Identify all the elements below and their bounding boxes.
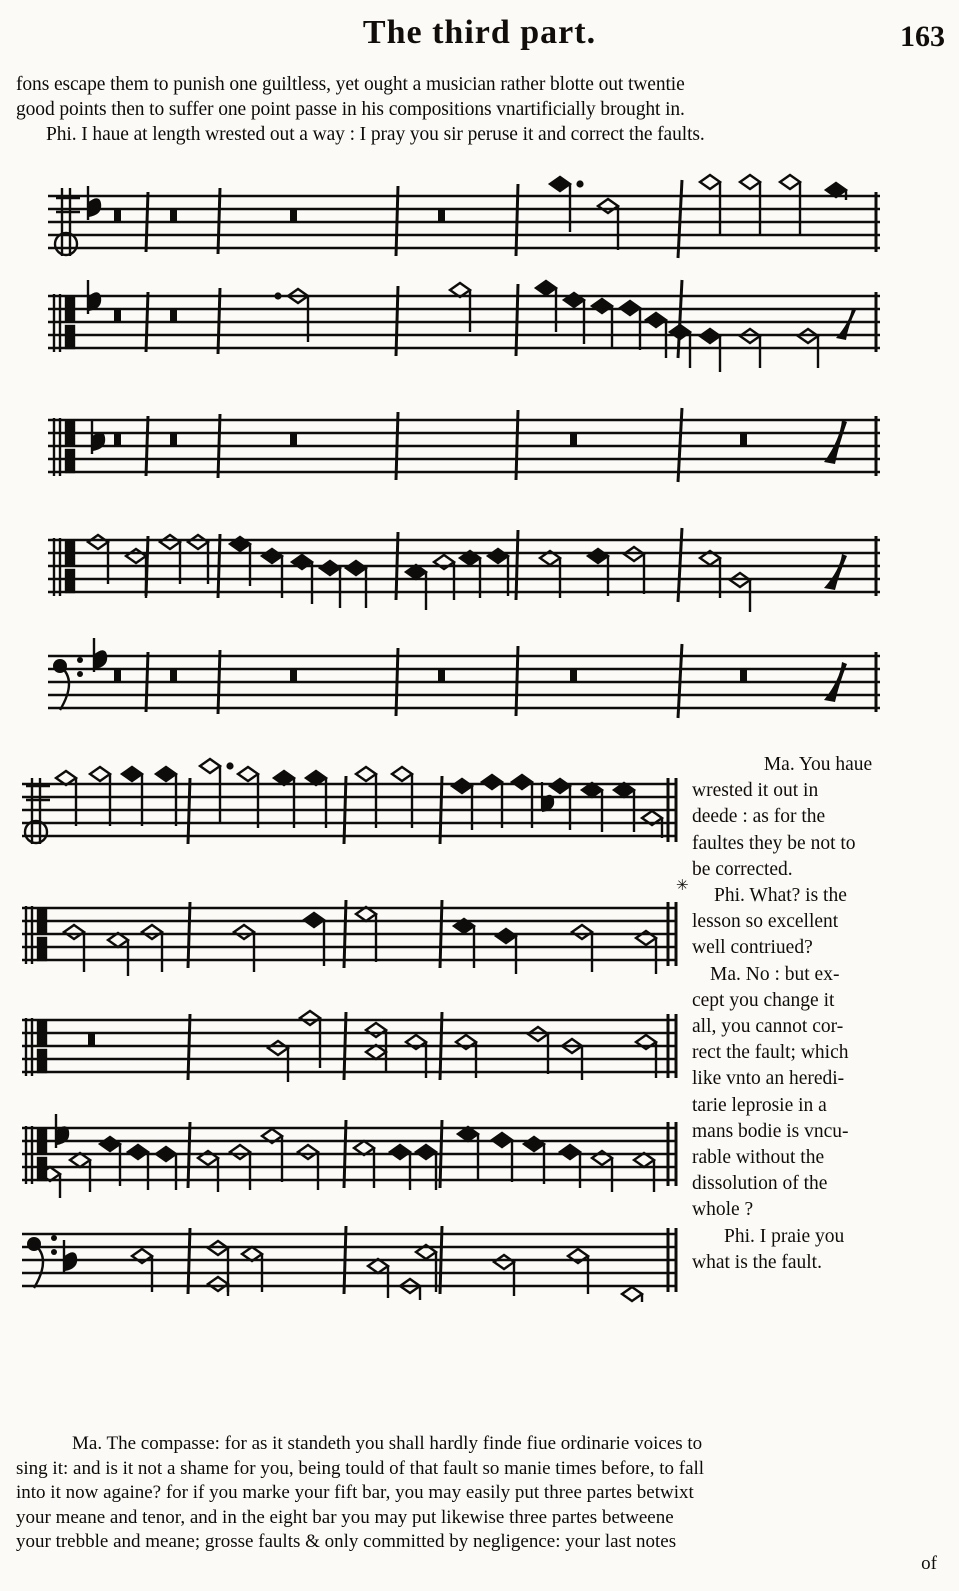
side-line: like vnto an heredi- xyxy=(692,1068,845,1090)
side-line: dissolution of the xyxy=(692,1173,828,1195)
side-line: Ma. You haue xyxy=(763,754,873,775)
side-line: all, you cannot cor- xyxy=(692,1016,844,1038)
side-line: rable without the xyxy=(692,1147,825,1169)
paragraph-line: fons escape them to punish one guiltless, yet ought a musician rather blotte out twentie xyxy=(16,74,685,95)
side-line: deede : as for the xyxy=(692,806,826,828)
side-line: lesson so excellent xyxy=(692,911,839,933)
paragraph-line: your trebble and meane; grosse faults & only committed by negligence: your last notes xyxy=(16,1531,677,1552)
side-line: wrested it out in xyxy=(692,780,819,802)
side-line: Phi. What? is the xyxy=(714,885,847,907)
paragraph-line: sing it: and is it not a shame for you, being tould of that fault so manie times before, to fall xyxy=(16,1457,705,1479)
page-title: The third part. xyxy=(362,14,597,51)
side-line: Ma. No : but ex- xyxy=(710,963,840,985)
paragraph-line: good points then to suffer one point passe in his compositions vnartificially brought in. xyxy=(16,99,685,120)
marginal-mark: ✳ xyxy=(676,878,689,894)
paragraph-line: your meane and tenor, and in the eight bar you may put likewise three partes betweene xyxy=(16,1506,674,1528)
music-system-two-svg xyxy=(12,748,688,1328)
side-dialogue-column xyxy=(692,752,944,1276)
side-line: mans bodie is vncu- xyxy=(692,1120,849,1142)
side-line: be corrected. xyxy=(692,858,793,880)
music-system-one-svg xyxy=(40,168,890,728)
side-line: Phi. I praie you xyxy=(724,1225,845,1247)
side-line: whole ? xyxy=(692,1199,754,1221)
side-line: rect the fault; which xyxy=(692,1042,849,1064)
catchword: of xyxy=(921,1553,937,1574)
side-line: what is the fault. xyxy=(692,1251,822,1273)
paragraph-line: Ma. The compasse: for as it standeth you shall hardly finde fiue ordinarie voices to xyxy=(72,1433,703,1454)
page-header xyxy=(0,14,959,68)
side-line: faultes they be not to xyxy=(692,832,856,854)
music-system-two xyxy=(12,748,688,1328)
music-system-one xyxy=(40,168,890,728)
side-line: cept you change it xyxy=(692,989,835,1011)
side-line: tarie leprosie in a xyxy=(692,1094,827,1116)
side-line: well contriued? xyxy=(692,937,813,959)
top-paragraph xyxy=(16,72,946,147)
bottom-paragraph xyxy=(16,1432,946,1555)
paragraph-line: into it now againe? for if you marke your fift bar, you may easily put three partes betwixt xyxy=(16,1482,694,1503)
paragraph-line-speaker-phi: Phi. I haue at length wrested out a way : I pray you sir peruse it and correct the faults. xyxy=(46,124,705,145)
page-number: 163 xyxy=(900,20,945,53)
